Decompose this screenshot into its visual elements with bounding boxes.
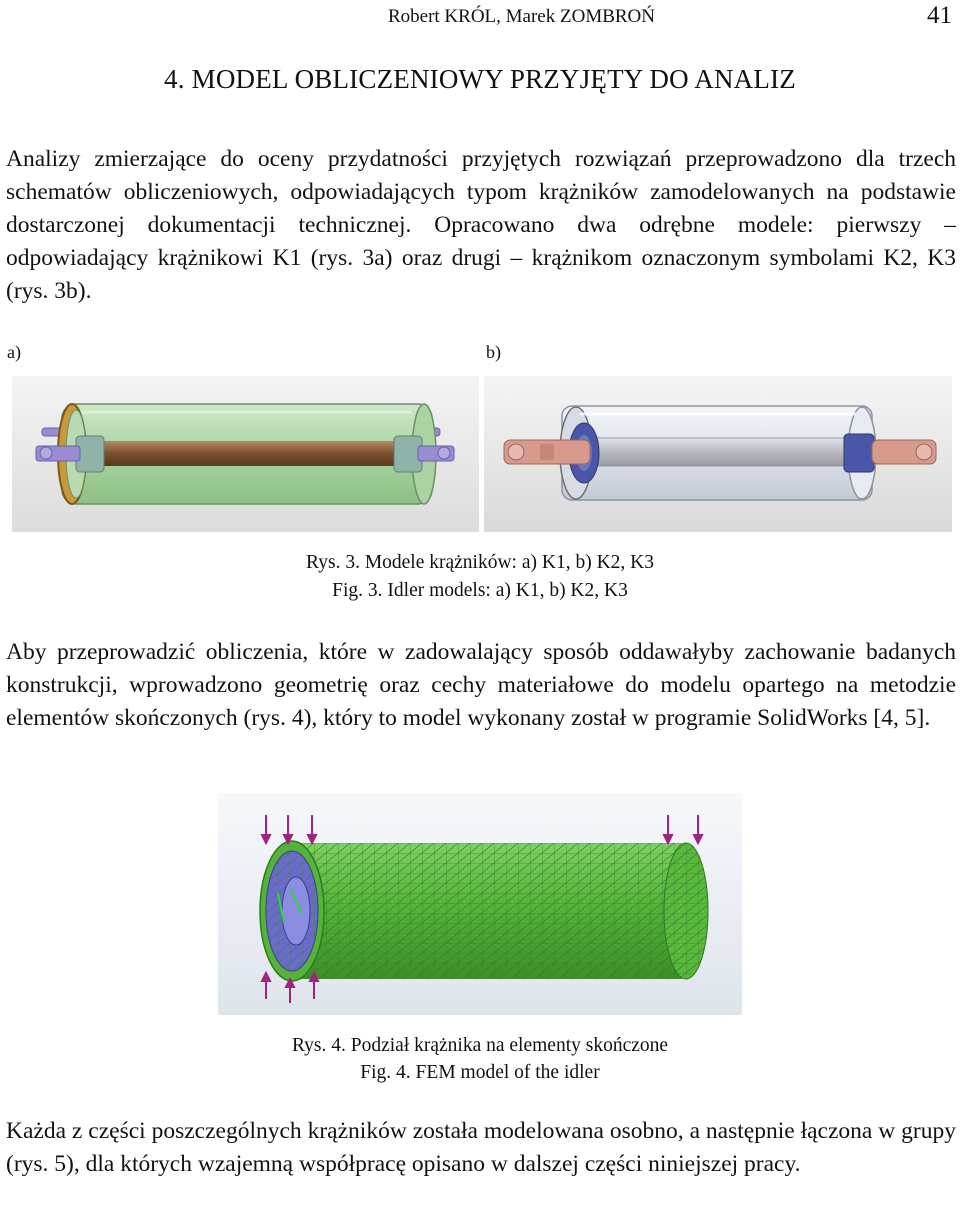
paragraph-1 xyxy=(6,143,956,308)
k23-idler-drawing xyxy=(484,376,952,532)
figure-3b-k23-model xyxy=(484,376,952,532)
page-number: 41 xyxy=(927,2,952,29)
figure-4-fem-model xyxy=(218,793,742,1015)
k1-idler-drawing xyxy=(12,376,479,532)
paragraph-2-text: Aby przeprowadzić obliczenia, które w zadowalający sposób oddawałyby zachowanie badanych konstrukcji, wprowadzono geometrię oraz cechy materiałowe do modelu opartego na metodzie elementów skończonych (rys. 4), który to model wykonany został w programie SolidWorks [4, 5]. xyxy=(6,639,956,731)
figure-3-label-a: a) xyxy=(7,342,21,362)
paragraph-3 xyxy=(6,1115,956,1181)
paragraph-3-text: Każda z części poszczególnych krążników została modelowana osobno, a następnie łączona w grupy (rys. 5), dla których wzajemną współpracę opisano w dalszej części niniejszej pracy. xyxy=(6,1118,956,1177)
figure-3-caption-en: Fig. 3. Idler models: a) K1, b) K2, K3 xyxy=(332,580,628,601)
figure-3-caption-pl: Rys. 3. Modele krążników: a) K1, b) K2, K3 xyxy=(306,552,654,573)
figure-4-caption-en: Fig. 4. FEM model of the idler xyxy=(360,1062,600,1083)
figure-3a-k1-model xyxy=(12,376,479,532)
paragraph-2 xyxy=(6,636,956,735)
section-title: 4. MODEL OBLICZENIOWY PRZYJĘTY DO ANALIZ xyxy=(164,64,796,94)
figure-3-label-b: b) xyxy=(486,342,501,362)
fem-mesh-drawing xyxy=(218,793,742,1015)
paragraph-1-text: Analizy zmierzające do oceny przydatności przyjętych rozwiązań przeprowadzono dla trzech schematów obliczeniowych, odpowiadających typom krążników zamodelowanych na podstawie dostarczonej dokumentacji technicznej. Opracowano dwa odrębne modele: pierwszy – odpowiadający krążnikowi K1 (rys. 3a) oraz drugi – krążnikom oznaczonym symbolami K2, K3 (rys. 3b). xyxy=(6,146,956,304)
header-authors: Robert KRÓL, Marek ZOMBROŃ xyxy=(387,6,655,27)
figure-4-caption-pl: Rys. 4. Podział krążnika na elementy skończone xyxy=(291,1035,669,1056)
